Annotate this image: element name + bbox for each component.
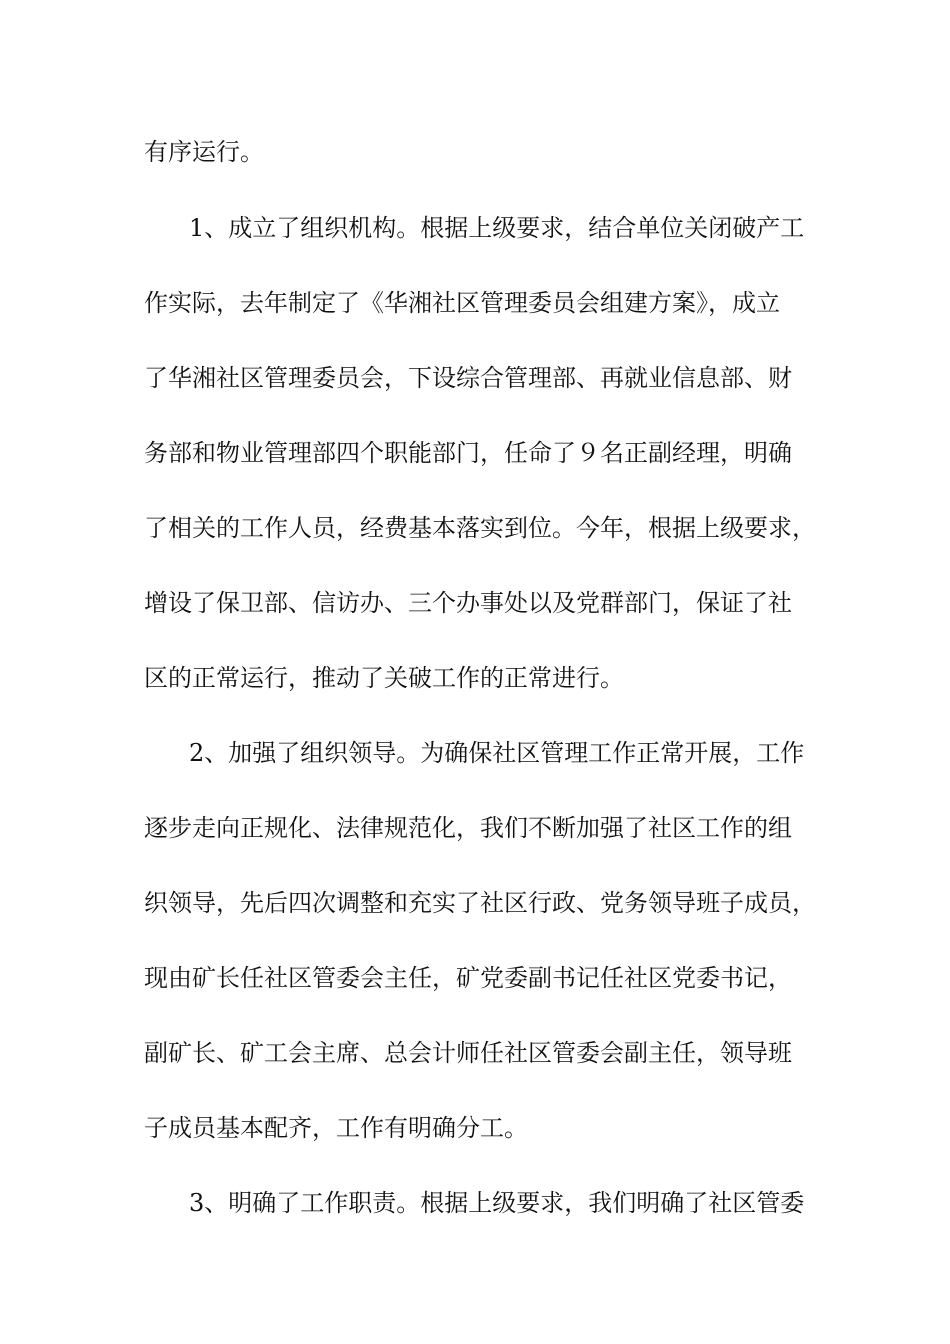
text-line: 了相关的工作人员，经费基本落实到位。今年，根据上级要求， (144, 514, 816, 542)
text-line: 现由矿长任社区管委会主任，矿党委副书记任社区党委书记， (144, 964, 792, 992)
text-line: 了华湘社区管理委员会，下设综合管理部、再就业信息部、财 (144, 364, 792, 392)
text-line: 区的正常运行，推动了关破工作的正常进行。 (144, 664, 624, 692)
text-line: 有序运行。 (144, 138, 264, 166)
text-line: 织领导，先后四次调整和充实了社区行政、党务领导班子成员， (144, 889, 816, 917)
text-line: 副矿长、矿工会主席、总会计师任社区管委会副主任，领导班 (144, 1039, 792, 1067)
text-line: 子成员基本配齐，工作有明确分工。 (144, 1114, 528, 1142)
text-line: 务部和物业管理部四个职能部门，任命了９名正副经理，明确 (144, 439, 792, 467)
text-line: 1、成立了组织机构。根据上级要求，结合单位关闭破产工 (189, 214, 805, 242)
text-line: 增设了保卫部、信访办、三个办事处以及党群部门，保证了社 (144, 589, 792, 617)
text-line: 2、加强了组织领导。为确保社区管理工作正常开展，工作 (189, 739, 805, 767)
text-line: 逐步走向正规化、法律规范化，我们不断加强了社区工作的组 (144, 814, 792, 842)
text-line: 3、明确了工作职责。根据上级要求，我们明确了社区管委 (189, 1189, 805, 1217)
text-line: 作实际，去年制定了《华湘社区管理委员会组建方案》，成立 (144, 289, 780, 317)
